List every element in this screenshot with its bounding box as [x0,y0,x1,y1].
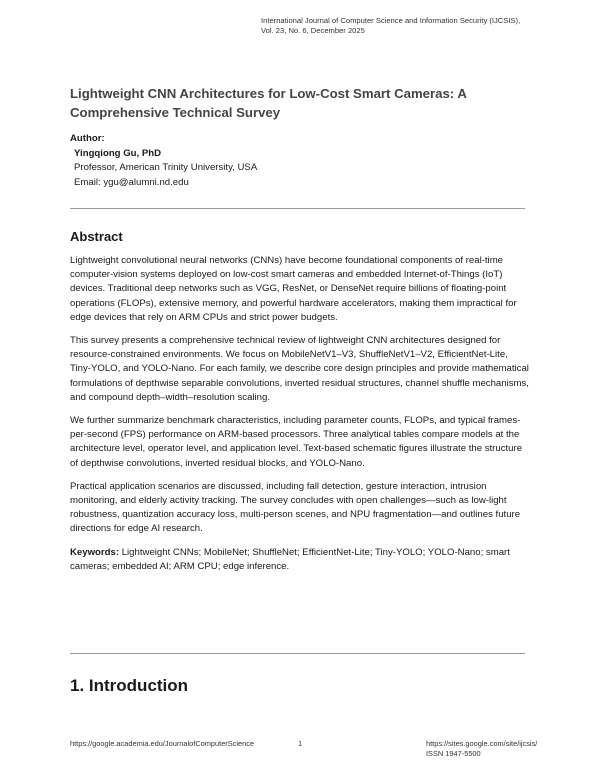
section-heading-introduction: 1. Introduction [70,676,189,695]
keywords-list: Lightweight CNNs; MobileNet; ShuffleNet; EfficientNet-Lite; Tiny-YOLO; YOLO-Nano; smart cameras; embedded AI; ARM CPU; edge inference. [70,546,510,572]
keywords [70,546,530,574]
journal-header [261,16,581,36]
footer-right [426,739,576,759]
author-block [70,132,530,190]
divider-bottom [70,653,525,654]
journal-issue-line: Vol. 23, No. 6, December 2025 [261,26,365,35]
keywords-label: Keywords: [70,546,120,558]
journal-name-line: International Journal of Computer Science and Information Security (IJCSIS), [261,16,521,25]
paper-title: Lightweight CNN Architectures for Low-Cost Smart Cameras: A Comprehensive Technical Survey [70,86,467,120]
abstract-paragraph: We further summarize benchmark characteristics, including parameter counts, FLOPs, and typical frames-per-second (FPS) performance on ARM-based processors. Three analytical tables compare models at the architecture level, operator level, and application level. Text-based schematic figures illustrate the structure of depthwise convolutions, inverted residual blocks, and YOLO-Nano. [70,415,523,469]
author-name: Yingqiong Gu, PhD [74,147,162,159]
footer-site-link[interactable]: https://sites.google.com/site/ijcsis/ [426,739,538,748]
abstract-paragraph: Lightweight convolutional neural networks (CNNs) have become foundational components of real-time computer-vision systems deployed on low-cost smart cameras and embedded Internet-of-Things (IoT) devices. Traditional deep networks such as VGG, ResNet, or DenseNet require billions of floating-point operations (FLOPs), extensive memory, and powerful hardware accelerators, making them impractical for edge devices that rely on ARM CPUs and strict power budgets. [70,255,517,323]
abstract-paragraph: Practical application scenarios are discussed, including fall detection, gesture interaction, intrusion monitoring, and elderly activity tracking. The survey concludes with open challenges—such as low-light robustness, quantization accuracy loss, multi-person scenes, and NPU fragmentation—and outlines future directions for edge AI research. [70,480,521,535]
footer-issn: ISSN 1947-5500 [426,749,481,758]
footer-page-number: 1 [298,739,303,748]
divider-top [70,208,525,209]
abstract-heading: Abstract [70,229,123,244]
author-affiliation: Professor, American Trinity University, USA [74,162,258,173]
abstract-paragraph: This survey presents a comprehensive technical review of lightweight CNN architectures designed for resource-constrained environments. We focus on MobileNetV1–V3, ShuffleNetV1–V2, EfficientNet-Lite, Tiny-YOLO, and YOLO-Nano. For each family, we describe core design principles and provide mathematical formulations of depthwise separable convolutions, inverted residual structures, channel shuffle mechanisms, and compound depth–width–resolution scaling. [70,335,529,403]
author-email: Email: ygu@alumni.nd.edu [74,176,189,188]
footer-academia-link[interactable]: https://google.academia.edu/JournalofComputerScience [70,739,255,748]
abstract-body [70,254,530,583]
author-label: Author: [70,133,105,144]
